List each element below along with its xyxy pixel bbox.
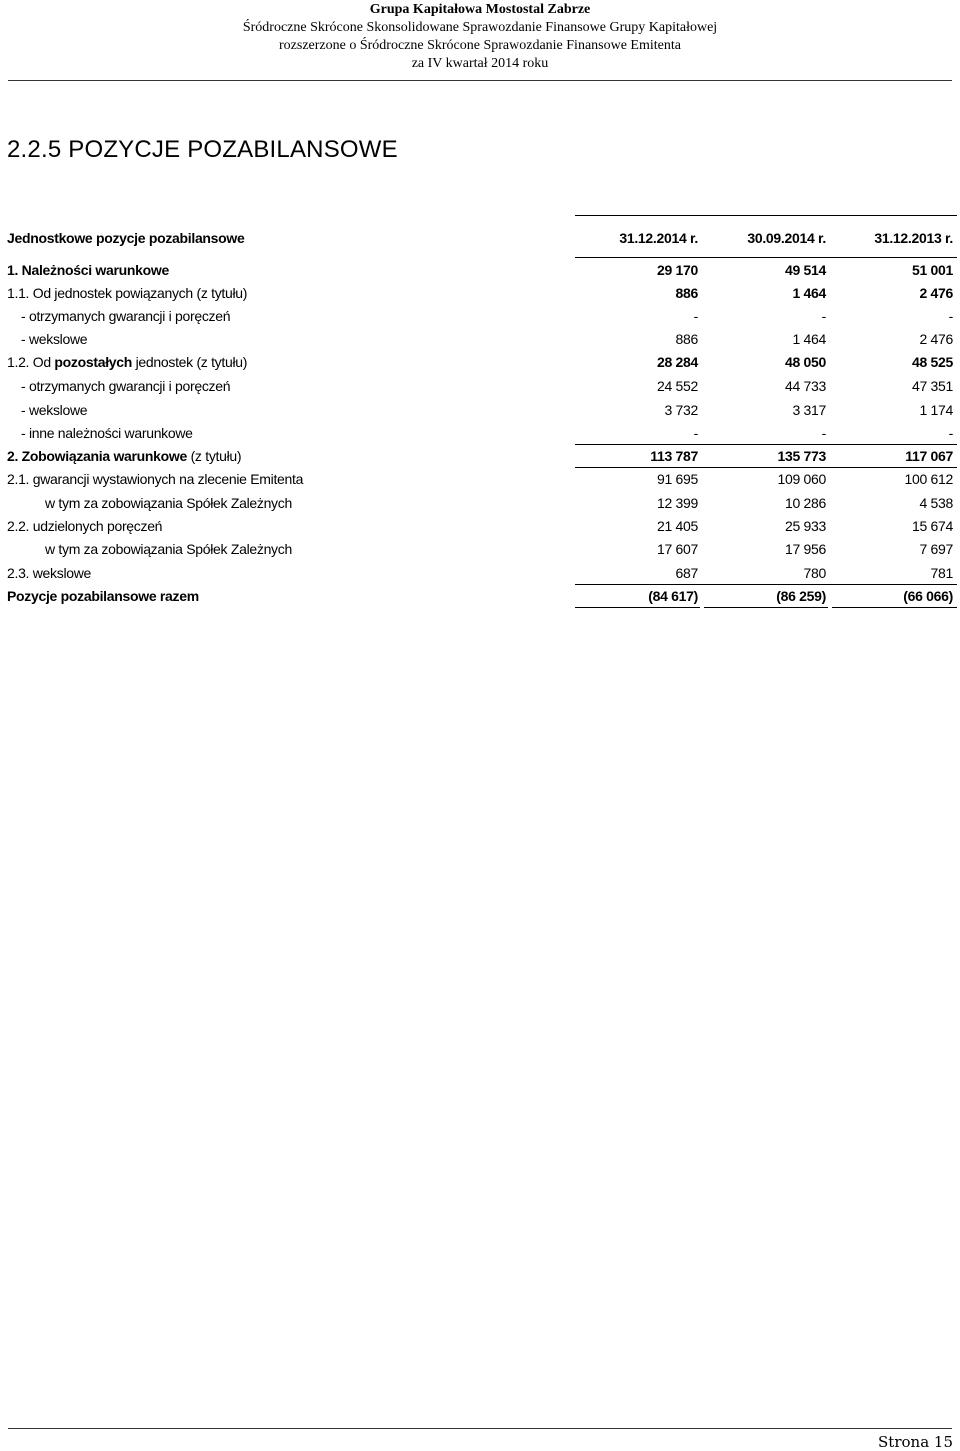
row-label: - wekslowe [21, 402, 88, 418]
header-period: za IV kwartał 2014 roku [411, 56, 549, 71]
cell-value: 135 773 [777, 448, 826, 464]
header-report-subtitle: rozszerzone o Śródroczne Skrócone Sprawozdanie Finansowe Emitenta [279, 38, 681, 53]
cell-value: 1 464 [792, 331, 826, 347]
row-label-emphasis: 2. Zobowiązania warunkowe [7, 448, 187, 464]
cell-value: 48 050 [784, 354, 826, 370]
cell-value: 44 733 [784, 378, 826, 394]
cell-value: 3 317 [792, 402, 826, 418]
cell-value: 4 538 [919, 495, 953, 511]
table-top-border [575, 215, 957, 216]
cell-value: 3 732 [664, 402, 698, 418]
row-label [7, 445, 241, 467]
cell-value: 117 067 [905, 448, 953, 464]
cell-value: 100 612 [904, 471, 953, 487]
cell-value: 47 351 [911, 378, 953, 394]
cell-value: 781 [930, 565, 953, 581]
table-row [0, 492, 960, 514]
cell-value: 113 787 [650, 448, 698, 464]
row-label [7, 351, 247, 373]
row-label: w tym za zobowiązania Spółek Zależnych [45, 495, 292, 511]
header-company: Grupa Kapitałowa Mostostal Zabrze [369, 2, 591, 17]
column-header: 30.09.2014 r. [747, 230, 826, 246]
row-label: w tym za zobowiązania Spółek Zależnych [45, 541, 292, 557]
table-row [0, 445, 960, 467]
cell-value: 49 514 [784, 262, 826, 278]
cell-value: - [948, 308, 953, 324]
cell-value: - [948, 425, 953, 441]
cell-value: - [821, 425, 826, 441]
row-label: 1. Należności warunkowe [7, 262, 169, 278]
row-label: - inne należności warunkowe [21, 425, 193, 441]
row-label-suffix: jednostek (z tytułu) [132, 354, 248, 370]
cell-value: (86 259) [776, 588, 826, 604]
column-header: 31.12.2014 r. [619, 230, 698, 246]
cell-value: 2 476 [919, 331, 953, 347]
cell-value: 48 525 [911, 354, 953, 370]
header-divider [8, 80, 952, 81]
row-label: 2.1. gwarancji wystawionych na zlecenie Emitenta [7, 471, 304, 487]
row-label: - otrzymanych gwarancji i poręczeń [21, 308, 231, 324]
header-underline [575, 257, 957, 258]
table-row [0, 259, 960, 281]
table-header-row [0, 227, 960, 249]
total-double-underline [575, 607, 700, 608]
cell-value: 12 399 [656, 495, 698, 511]
header-report-title: Śródroczne Skrócone Skonsolidowane Sprawozdanie Finansowe Grupy Kapitałowej [242, 20, 718, 35]
row-label: - otrzymanych gwarancji i poręczeń [21, 378, 231, 394]
cell-value: 91 695 [656, 471, 698, 487]
row-label: - wekslowe [21, 331, 88, 347]
cell-value: 1 174 [919, 402, 953, 418]
cell-value: - [693, 425, 698, 441]
cell-value: 109 060 [777, 471, 826, 487]
cell-value: 24 552 [656, 378, 698, 394]
footer-divider [8, 1428, 952, 1429]
cell-value: 51 001 [911, 262, 953, 278]
cell-value: 886 [675, 331, 698, 347]
table-row [0, 422, 960, 444]
cell-value: 886 [675, 285, 698, 301]
row-label: 2.3. wekslowe [7, 565, 92, 581]
row-label: 1.1. Od jednostek powiązanych (z tytułu) [7, 285, 248, 301]
cell-value: 7 697 [919, 541, 953, 557]
table-row [0, 282, 960, 304]
cell-value: 1 464 [792, 285, 826, 301]
cell-value: - [693, 308, 698, 324]
table-header-label: Jednostkowe pozycje pozabilansowe [7, 230, 245, 246]
row-label-prefix: 1.2. Od [7, 354, 55, 370]
table-row [0, 328, 960, 350]
table-row [0, 375, 960, 397]
table-row [0, 538, 960, 560]
cell-value: 28 284 [656, 354, 698, 370]
row-label: 2.2. udzielonych poręczeń [7, 518, 163, 534]
cell-value: 687 [675, 565, 698, 581]
cell-value: 2 476 [919, 285, 953, 301]
total-double-underline [832, 607, 957, 608]
table-row [0, 562, 960, 584]
section-title: 2.2.5 POZYCJE POZABILANSOWE [7, 136, 398, 163]
cell-value: 780 [803, 565, 826, 581]
cell-value: - [821, 308, 826, 324]
cell-value: 15 674 [911, 518, 953, 534]
page-number: Strona 15 [878, 1433, 953, 1451]
cell-value: 29 170 [656, 262, 698, 278]
cell-value: 25 933 [784, 518, 826, 534]
table-row [0, 468, 960, 490]
cell-value: (84 617) [648, 588, 698, 604]
cell-value: 17 607 [656, 541, 698, 557]
total-double-underline [704, 607, 828, 608]
table-row [0, 305, 960, 327]
cell-value: 17 956 [784, 541, 826, 557]
document-header [0, 0, 960, 73]
table-row [0, 399, 960, 421]
row-label-suffix: (z tytułu) [186, 448, 242, 464]
table-row [0, 351, 960, 373]
cell-value: 10 286 [784, 495, 826, 511]
row-label: Pozycje pozabilansowe razem [7, 588, 199, 604]
column-header: 31.12.2013 r. [874, 230, 953, 246]
row-label-emphasis: pozostałych [54, 354, 133, 370]
table-row-total [0, 585, 960, 607]
cell-value: (66 066) [903, 588, 953, 604]
cell-value: 21 405 [656, 518, 698, 534]
table-row [0, 515, 960, 537]
